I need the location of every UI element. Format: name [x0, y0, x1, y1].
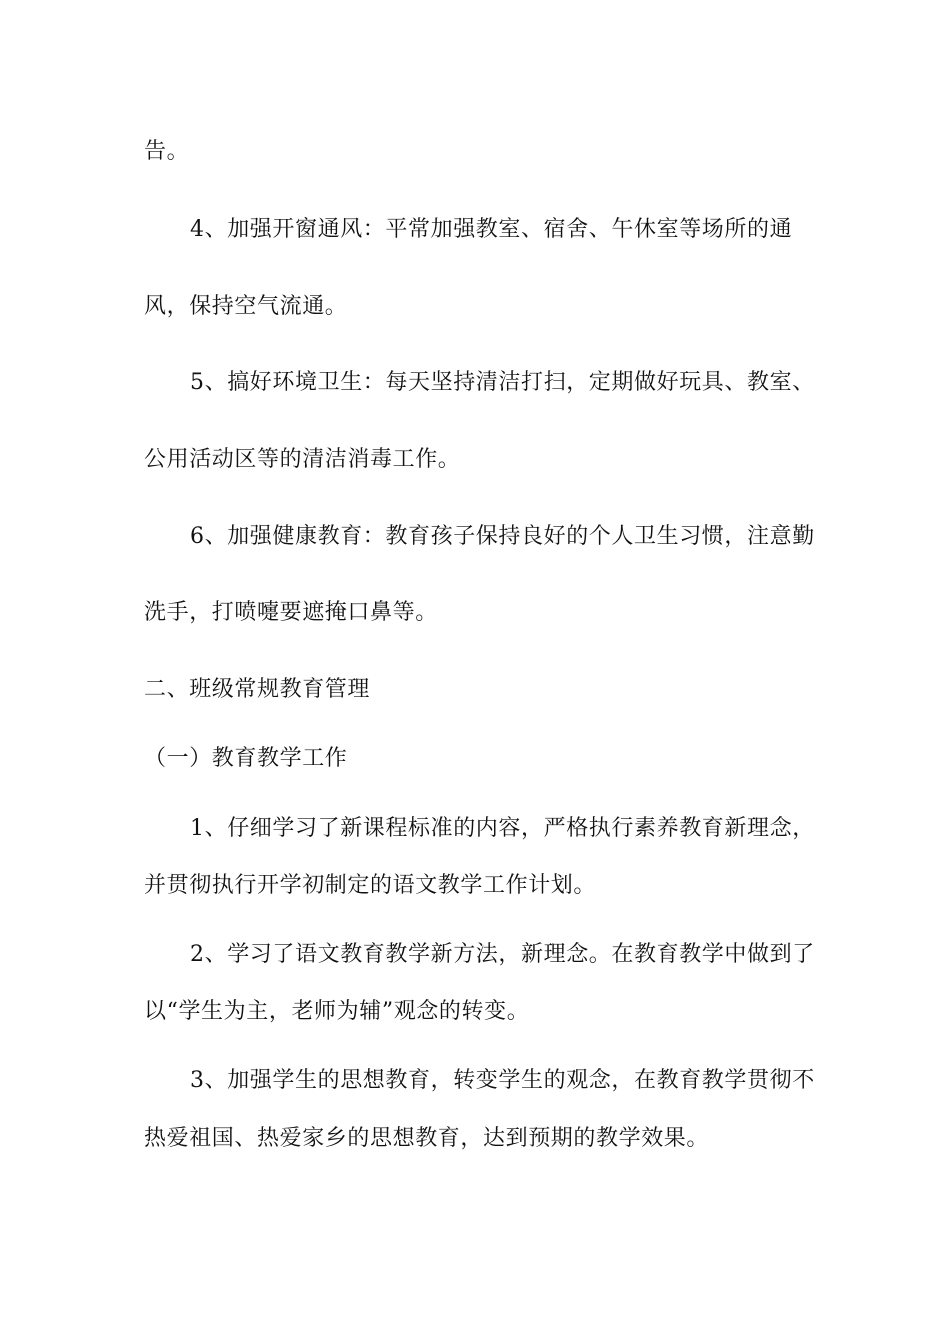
section-heading: 二、班级常规教育管理: [144, 677, 371, 702]
item-2-line-1: 2、学习了语文教育教学新方法，新理念。在教育教学中做到了: [190, 942, 815, 967]
paragraph-6-line-2: 洗手，打喷嚏要遮掩口鼻等。: [144, 600, 438, 625]
paragraph-4-line-1: 4、加强开窗通风：平常加强教室、宿舍、午休室等场所的通: [190, 217, 793, 242]
item-1-line-1: 1、仔细学习了新课程标准的内容，严格执行素养教育新理念，: [190, 816, 815, 841]
item-2-line-2: 以“学生为主，老师为辅”观念的转变。: [144, 999, 530, 1024]
paragraph-5-line-1: 5、搞好环境卫生：每天坚持清洁打扫，定期做好玩具、教室、: [190, 370, 815, 395]
item-3-line-1: 3、加强学生的思想教育，转变学生的观念，在教育教学贯彻不: [190, 1068, 815, 1093]
paragraph-5-line-2: 公用活动区等的清洁消毒工作。: [144, 447, 461, 472]
text-line-continuation: 告。: [144, 139, 190, 164]
paragraph-4-line-2: 风，保持空气流通。: [144, 294, 348, 319]
paragraph-6-line-1: 6、加强健康教育：教育孩子保持良好的个人卫生习惯，注意勤: [190, 524, 815, 549]
subsection-heading: （一）教育教学工作: [144, 746, 348, 771]
item-1-line-2: 并贯彻执行开学初制定的语文教学工作计划。: [144, 873, 597, 898]
item-3-line-2: 热爱祖国、热爱家乡的思想教育，达到预期的教学效果。: [144, 1126, 710, 1151]
